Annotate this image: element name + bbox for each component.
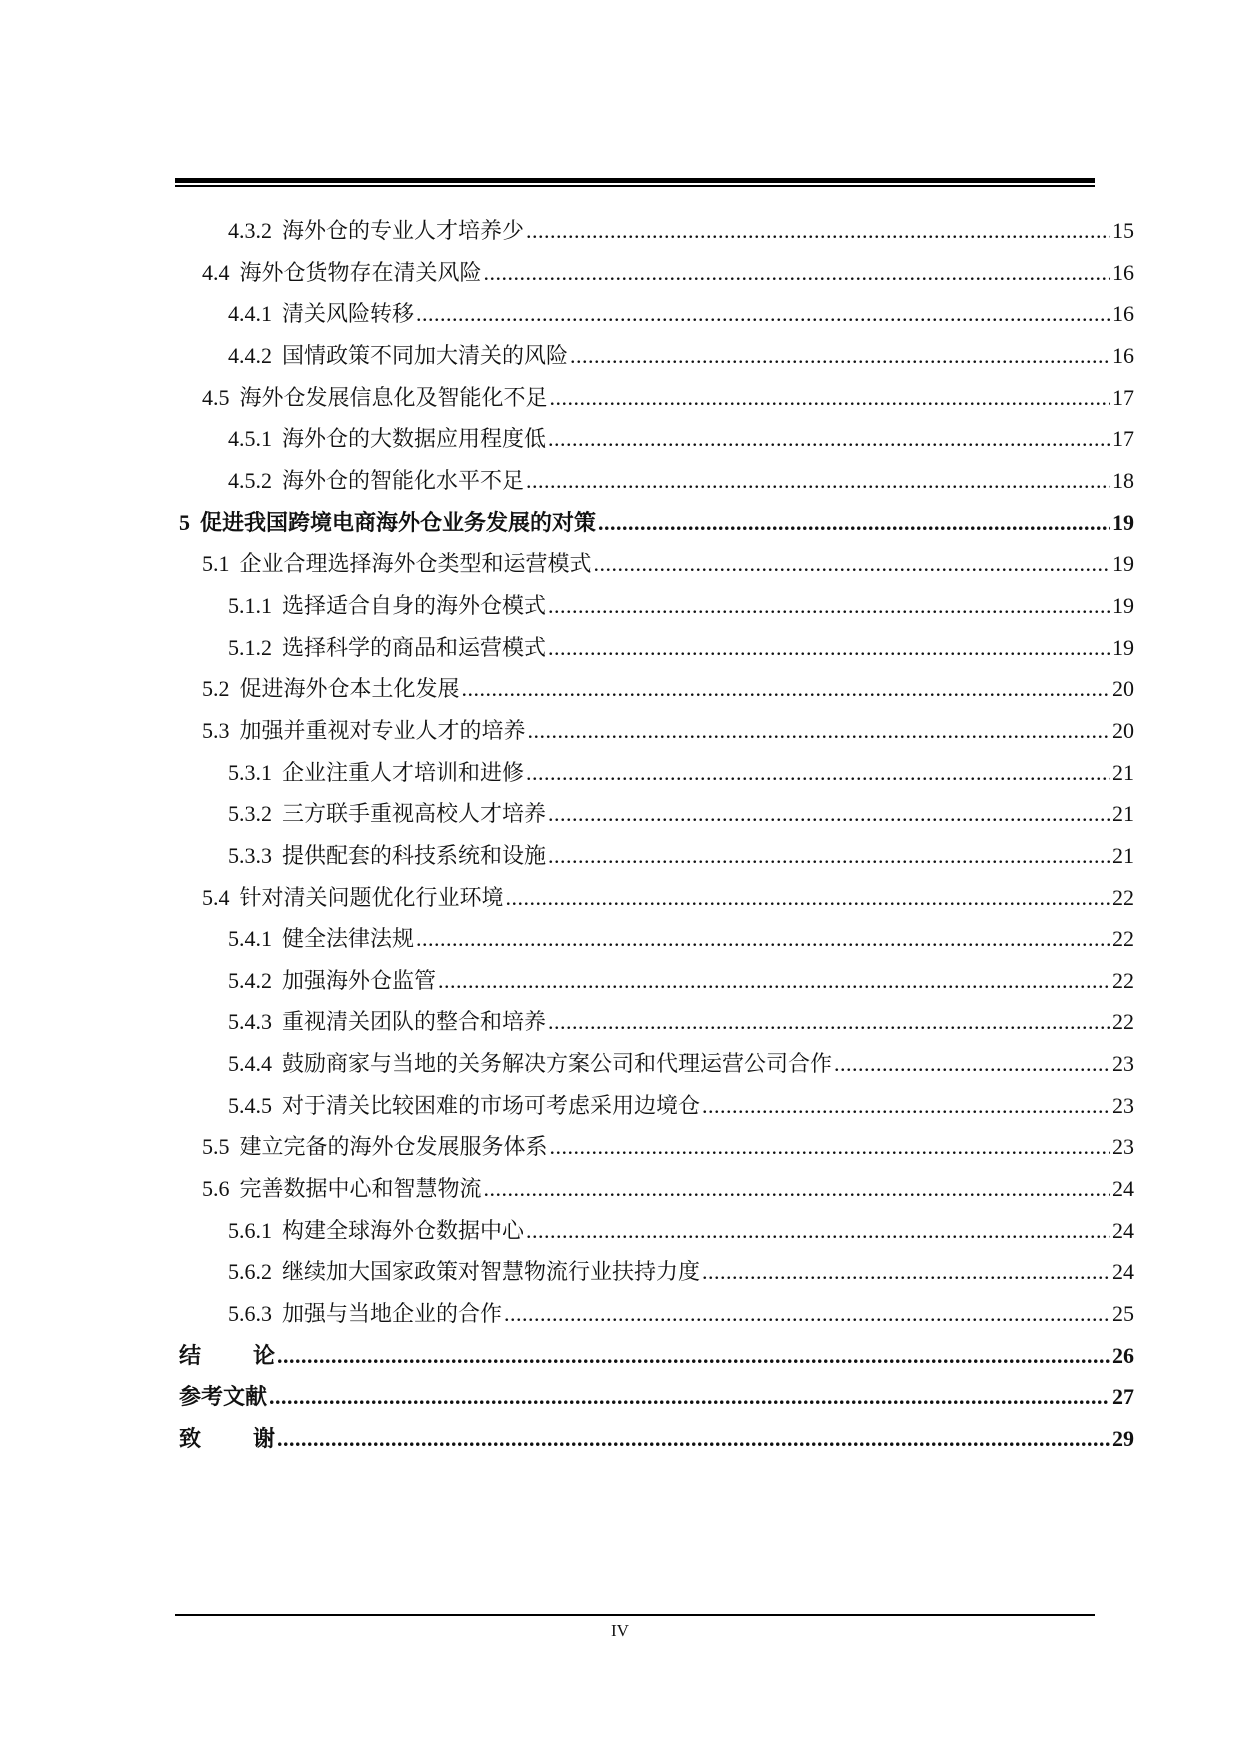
toc-entry[interactable] [179,210,1134,252]
toc-entry[interactable] [179,377,1134,419]
toc-entry-page: 27 [1112,1384,1134,1410]
toc-entry-page: 19 [1112,551,1134,577]
toc-entry-number: 5.5 [202,1134,230,1160]
dot-leader [550,377,1110,419]
table-of-contents [179,210,1134,1460]
toc-entry-page: 16 [1112,259,1134,285]
toc-entry-title: 企业合理选择海外仓类型和运营模式 [239,551,592,577]
dot-leader [834,1043,1110,1085]
toc-entry[interactable] [179,1126,1134,1168]
toc-entry[interactable] [179,668,1134,710]
toc-entry-title: 结 论 [179,1342,276,1368]
toc-entry[interactable] [179,1001,1134,1043]
dot-leader [416,293,1110,335]
dot-leader [269,1376,1110,1418]
toc-entry[interactable] [179,627,1134,669]
toc-entry-number: 5.3.3 [228,842,272,868]
toc-entry-page: 23 [1112,1134,1134,1160]
toc-entry-number: 5 [179,509,190,535]
toc-entry-page: 17 [1112,384,1134,410]
toc-entry[interactable] [179,293,1134,335]
toc-entry-page: 20 [1112,717,1134,743]
toc-entry-page: 21 [1112,842,1134,868]
toc-entry-number: 5.3.1 [228,759,272,785]
toc-entry-page: 25 [1112,1301,1134,1327]
toc-entry[interactable] [179,1085,1134,1127]
toc-entry-title: 选择科学的商品和运营模式 [282,634,547,660]
dot-leader [702,1085,1110,1127]
toc-entry-number: 4.4 [202,259,230,285]
toc-entry-title: 鼓励商家与当地的关务解决方案公司和代理运营公司合作 [282,1051,833,1077]
toc-entry-page: 20 [1112,676,1134,702]
toc-entry-page: 24 [1112,1176,1134,1202]
toc-entry-number: 5.4.5 [228,1092,272,1118]
toc-entry[interactable] [179,252,1134,294]
toc-entry-title: 海外仓货物存在清关风险 [239,259,482,285]
dot-leader [548,585,1110,627]
toc-entry-page: 24 [1112,1259,1134,1285]
toc-entry-title: 参考文献 [179,1384,268,1410]
toc-entry[interactable] [179,1168,1134,1210]
toc-entry-page: 22 [1112,967,1134,993]
toc-entry-number: 4.5.1 [228,426,272,452]
dot-leader [548,1001,1110,1043]
toc-entry-page: 24 [1112,1217,1134,1243]
toc-entry-number: 5.1.2 [228,634,272,660]
toc-entry-conclusion[interactable] [179,1335,1134,1377]
dot-leader [528,710,1110,752]
toc-entry-number: 4.5.2 [228,467,272,493]
toc-entry-page: 22 [1112,926,1134,952]
toc-entry[interactable] [179,418,1134,460]
toc-entry-page: 18 [1112,467,1134,493]
dot-leader [598,502,1110,544]
toc-entry-number: 5.3 [202,717,230,743]
toc-entry[interactable] [179,585,1134,627]
toc-entry[interactable] [179,502,1134,544]
toc-entry-page: 15 [1112,218,1134,243]
toc-entry-title: 建立完备的海外仓发展服务体系 [239,1134,548,1160]
footer-rule [175,1614,1095,1616]
dot-leader [438,960,1110,1002]
header-rule-thick [175,178,1095,183]
toc-entry-number: 5.4.2 [228,967,272,993]
toc-entry-title: 海外仓的专业人才培养少 [282,218,525,243]
toc-entry-number: 5.3.2 [228,801,272,827]
toc-entry-page: 16 [1112,301,1134,327]
toc-entry[interactable] [179,543,1134,585]
toc-entry-page: 21 [1112,759,1134,785]
toc-entry[interactable] [179,710,1134,752]
toc-entry-title: 加强海外仓监管 [282,967,437,993]
toc-entry[interactable] [179,1043,1134,1085]
toc-entry-title: 完善数据中心和智慧物流 [239,1176,482,1202]
page-number: IV [611,1621,629,1640]
toc-entry-references[interactable] [179,1376,1134,1418]
dot-leader [277,1335,1110,1377]
toc-entry-title: 促进我国跨境电商海外仓业务发展的对策 [200,509,597,535]
dot-leader [570,335,1110,377]
dot-leader [550,1126,1110,1168]
toc-entry-title: 对于清关比较困难的市场可考虑采用边境仓 [282,1092,701,1118]
toc-entry[interactable] [179,752,1134,794]
toc-entry[interactable] [179,918,1134,960]
toc-entry-page: 23 [1112,1051,1134,1077]
toc-entry[interactable] [179,793,1134,835]
toc-entry-title: 加强与当地企业的合作 [282,1301,503,1327]
toc-entry[interactable] [179,1210,1134,1252]
dot-leader [526,210,1110,252]
dot-leader [526,1210,1110,1252]
toc-entry-number: 4.4.1 [228,301,272,327]
toc-entry-title: 海外仓发展信息化及智能化不足 [239,384,548,410]
toc-entry-page: 22 [1112,1009,1134,1035]
toc-entry-number: 5.6.1 [228,1217,272,1243]
toc-entry-page: 19 [1112,592,1134,618]
toc-entry-title: 针对清关问题优化行业环境 [239,884,504,910]
dot-leader [484,252,1110,294]
dot-leader [548,627,1110,669]
toc-entry[interactable] [179,1293,1134,1335]
toc-entry-page: 19 [1112,509,1134,535]
dot-leader [277,1418,1110,1460]
toc-entry-number: 5.2 [202,676,230,702]
dot-leader [504,1293,1110,1335]
toc-entry-number: 5.4.3 [228,1009,272,1035]
toc-entry-number: 5.4.1 [228,926,272,952]
toc-entry-number: 5.4 [202,884,230,910]
toc-entry-number: 5.1.1 [228,592,272,618]
toc-entry-title: 企业注重人才培训和进修 [282,759,525,785]
toc-entry-number: 5.6 [202,1176,230,1202]
toc-entry-page: 21 [1112,801,1134,827]
toc-entry-page: 26 [1112,1342,1134,1368]
toc-entry-page: 22 [1112,884,1134,910]
dot-leader [416,918,1110,960]
toc-entry[interactable] [179,877,1134,919]
toc-entry-acknowledgements[interactable] [179,1418,1134,1460]
toc-entry-number: 5.1 [202,551,230,577]
toc-entry[interactable] [179,835,1134,877]
dot-leader [548,835,1110,877]
dot-leader [526,460,1110,502]
toc-entry-number: 5.6.3 [228,1301,272,1327]
toc-entry-title: 选择适合自身的海外仓模式 [282,592,547,618]
toc-entry-title: 三方联手重视高校人才培养 [282,801,547,827]
dot-leader [548,793,1110,835]
dot-leader [506,877,1110,919]
toc-entry[interactable] [179,335,1134,377]
dot-leader [484,1168,1110,1210]
toc-entry-title: 健全法律法规 [282,926,415,952]
dot-leader [702,1251,1110,1293]
dot-leader [594,543,1110,585]
toc-entry-title: 重视清关团队的整合和培养 [282,1009,547,1035]
toc-entry-title: 致 谢 [179,1426,276,1452]
toc-entry-title: 构建全球海外仓数据中心 [282,1217,525,1243]
toc-entry-title: 继续加大国家政策对智慧物流行业扶持力度 [282,1259,701,1285]
toc-entry-number: 5.6.2 [228,1259,272,1285]
toc-entry-number: 4.5 [202,384,230,410]
toc-entry-title: 海外仓的大数据应用程度低 [282,426,547,452]
toc-entry-page: 16 [1112,342,1134,368]
toc-entry-title: 加强并重视对专业人才的培养 [239,717,526,743]
toc-entry-page: 29 [1112,1426,1134,1452]
toc-entry-title: 国情政策不同加大清关的风险 [282,342,569,368]
toc-entry-number: 5.4.4 [228,1051,272,1077]
toc-entry-page: 17 [1112,426,1134,452]
toc-entry-number: 4.4.2 [228,342,272,368]
toc-entry-number: 4.3.2 [228,218,272,243]
toc-entry-title: 海外仓的智能化水平不足 [282,467,525,493]
dot-leader [548,418,1110,460]
header-rule-thin [175,185,1095,187]
dot-leader [462,668,1110,710]
toc-entry-title: 清关风险转移 [282,301,415,327]
toc-entry-page: 23 [1112,1092,1134,1118]
toc-entry-page: 19 [1112,634,1134,660]
toc-entry[interactable] [179,960,1134,1002]
toc-entry-title: 提供配套的科技系统和设施 [282,842,547,868]
toc-entry-title: 促进海外仓本土化发展 [239,676,460,702]
toc-entry[interactable] [179,1251,1134,1293]
toc-entry[interactable] [179,460,1134,502]
dot-leader [526,752,1110,794]
